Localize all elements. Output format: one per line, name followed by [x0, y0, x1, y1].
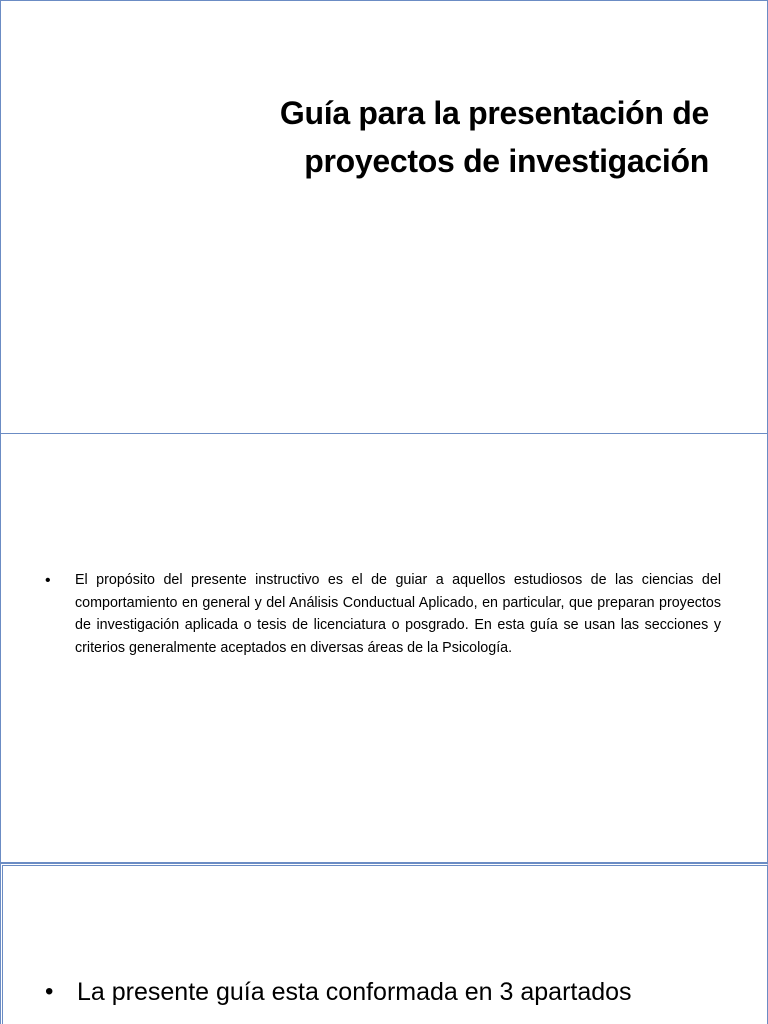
bullet-icon: • — [45, 572, 51, 589]
sections-bullet-text: La presente guía esta conformada en 3 apartados — [77, 978, 632, 1006]
slide-title: Guía para la presentación de proyectos de investigación — [279, 95, 709, 179]
slide-1 — [0, 0, 768, 434]
bullet-item — [45, 976, 745, 1008]
slide-3 — [0, 863, 768, 1024]
bullet-item — [45, 569, 721, 659]
purpose-paragraph: El propósito del presente instructivo es el de guiar a aquellos estudiosos de las ciencias del comportamiento en general y del Análisis Conductual Aplicado, en particular, que preparan proyectos de investigación aplicada o tesis de licenciatura o posgrado. En esta guía se usan las secciones y criterios generalmente aceptados en diversas áreas de la Psicología. — [75, 572, 721, 656]
bullet-icon: • — [45, 978, 54, 1005]
slide-2 — [0, 433, 768, 863]
